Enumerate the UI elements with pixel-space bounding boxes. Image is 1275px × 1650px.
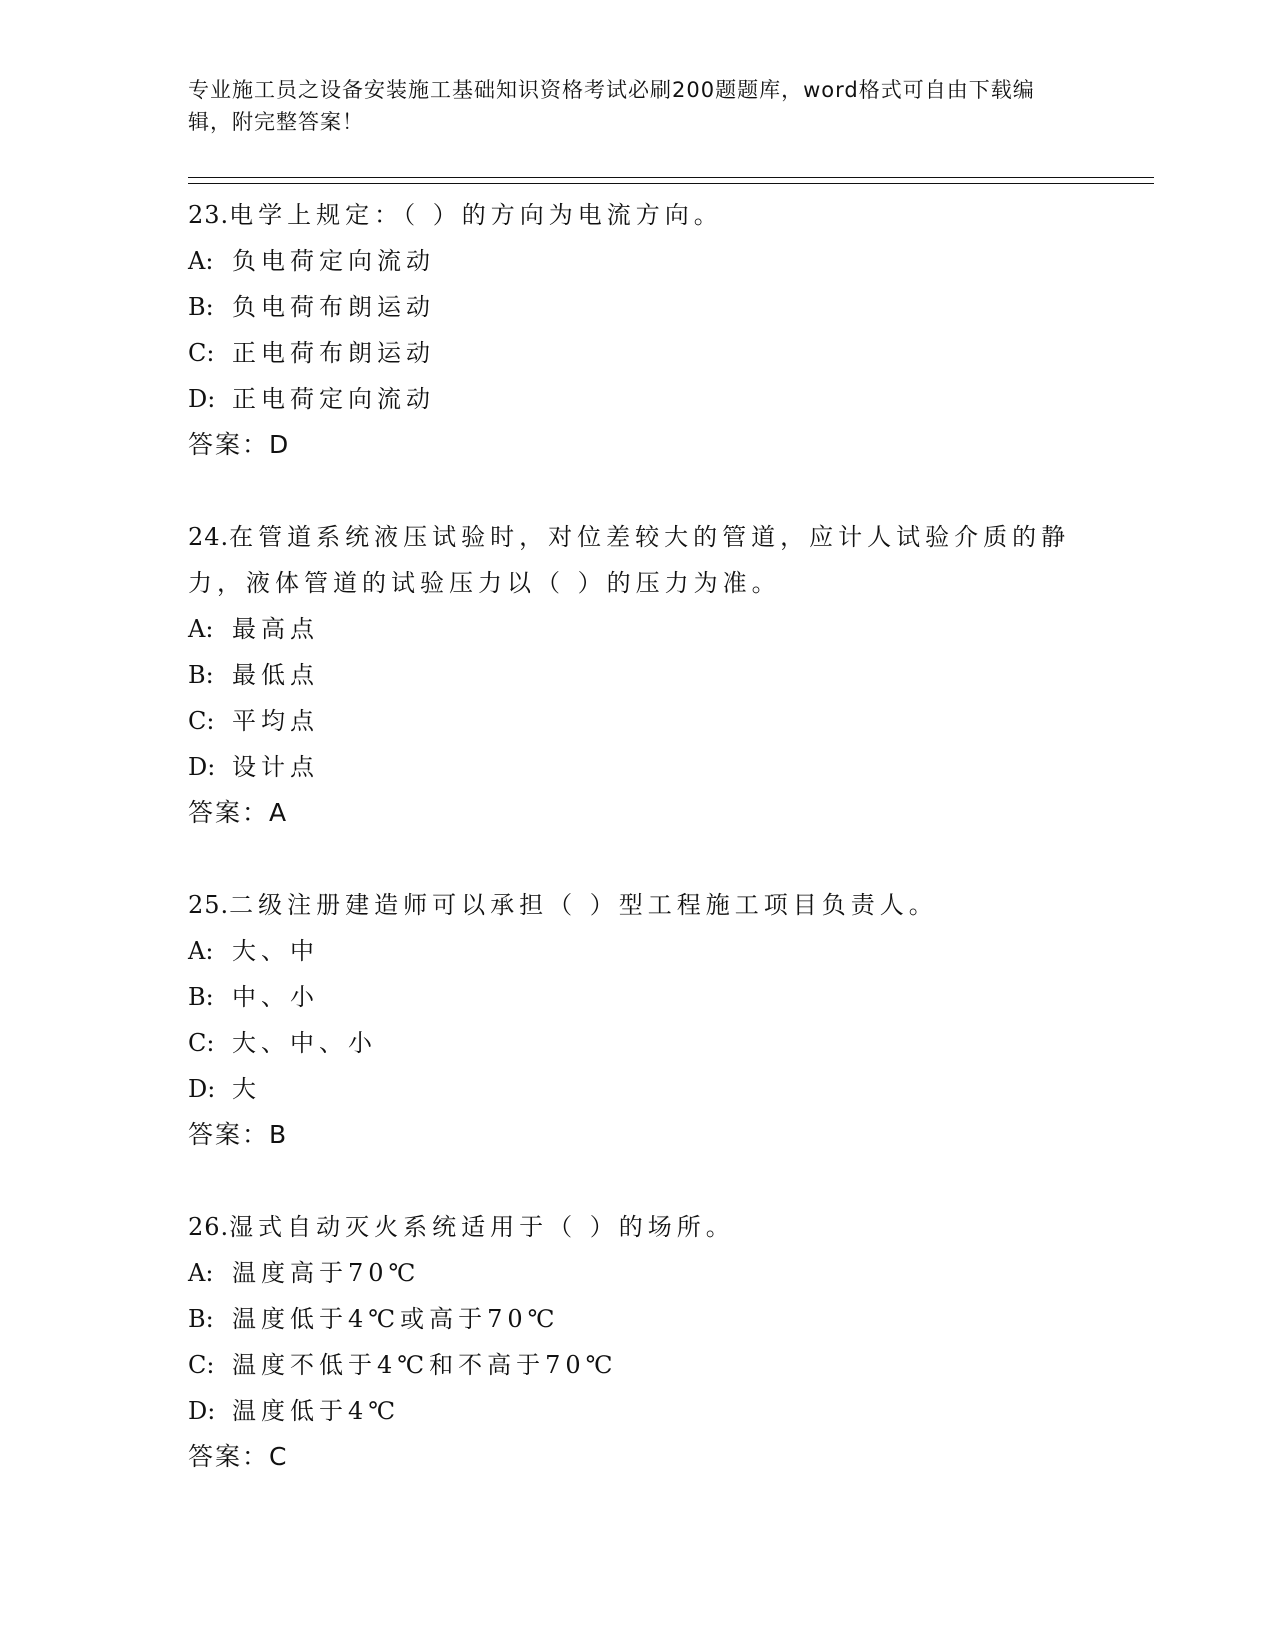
option-letter: D: [188, 385, 216, 413]
option-text: 最低点 [232, 661, 319, 689]
question-number: 26. [188, 1213, 230, 1241]
option-c [188, 698, 1088, 744]
option-text: 最高点 [232, 615, 319, 643]
question-list [188, 192, 1088, 1526]
option-a [188, 606, 1088, 652]
option-letter: C: [188, 707, 215, 735]
option-letter: B: [188, 661, 214, 689]
header-divider-line-double [188, 183, 1154, 184]
option-a [188, 928, 1088, 974]
option-text: 温度高于70℃ [232, 1259, 421, 1287]
option-text: 正电荷定向流动 [232, 385, 435, 413]
option-text: 设计点 [232, 753, 319, 781]
answer: 答案：A [188, 798, 289, 827]
option-text: 负电荷定向流动 [232, 247, 435, 275]
question-number: 24. [188, 523, 230, 551]
option-text: 大 [232, 1075, 261, 1103]
question-stem: 湿式自动灭火系统适用于（ ）的场所。 [229, 1213, 735, 1241]
question-stem: 二级注册建造师可以承担（ ）型工程施工项目负责人。 [229, 891, 938, 919]
option-text: 温度低于4℃ [232, 1397, 401, 1425]
option-letter: D: [188, 753, 216, 781]
option-d [188, 1066, 1088, 1112]
option-letter: A: [188, 615, 214, 643]
option-b [188, 284, 1088, 330]
option-text: 负电荷布朗运动 [232, 293, 435, 321]
option-letter: D: [188, 1075, 216, 1103]
question-text [188, 514, 1088, 606]
option-letter: B: [188, 293, 214, 321]
option-letter: A: [188, 247, 214, 275]
option-letter: C: [188, 339, 215, 367]
option-c [188, 1342, 1088, 1388]
option-d [188, 1388, 1088, 1434]
question-number: 23. [188, 201, 230, 229]
option-letter: C: [188, 1351, 215, 1379]
option-text: 中、小 [232, 983, 319, 1011]
question-text [188, 882, 1088, 928]
option-text: 温度低于4℃或高于70℃ [232, 1305, 560, 1333]
option-letter: B: [188, 983, 214, 1011]
option-letter: B: [188, 1305, 214, 1333]
header-divider-line [188, 177, 1154, 178]
option-letter: A: [188, 937, 214, 965]
option-d [188, 376, 1088, 422]
option-b [188, 1296, 1088, 1342]
question-stem: 在管道系统液压试验时，对位差较大的管道，应计人试验介质的静力，液体管道的试验压力以（ ）的压力为准。 [188, 523, 1071, 597]
option-b [188, 652, 1088, 698]
question-text [188, 192, 1088, 238]
document-header: 专业施工员之设备安装施工基础知识资格考试必刷200题题库，word格式可自由下载编辑，附完整答案！ [188, 78, 1035, 134]
option-text: 大、中 [232, 937, 319, 965]
answer: 答案：C [188, 1442, 289, 1471]
question-23 [188, 192, 1088, 468]
option-text: 平均点 [232, 707, 319, 735]
option-a [188, 1250, 1088, 1296]
option-text: 正电荷布朗运动 [232, 339, 435, 367]
question-stem: 电学上规定：（ ）的方向为电流方向。 [229, 201, 723, 229]
option-a [188, 238, 1088, 284]
question-26 [188, 1204, 1088, 1480]
option-c [188, 1020, 1088, 1066]
option-letter: A: [188, 1259, 214, 1287]
answer: 答案：B [188, 1120, 289, 1149]
option-b [188, 974, 1088, 1020]
option-letter: C: [188, 1029, 215, 1057]
question-24 [188, 514, 1088, 836]
question-text [188, 1204, 1088, 1250]
option-letter: D: [188, 1397, 216, 1425]
option-text: 大、中、小 [232, 1029, 377, 1057]
option-d [188, 744, 1088, 790]
answer: 答案：D [188, 430, 291, 459]
option-c [188, 330, 1088, 376]
question-number: 25. [188, 891, 230, 919]
question-25 [188, 882, 1088, 1158]
option-text: 温度不低于4℃和不高于70℃ [232, 1351, 618, 1379]
